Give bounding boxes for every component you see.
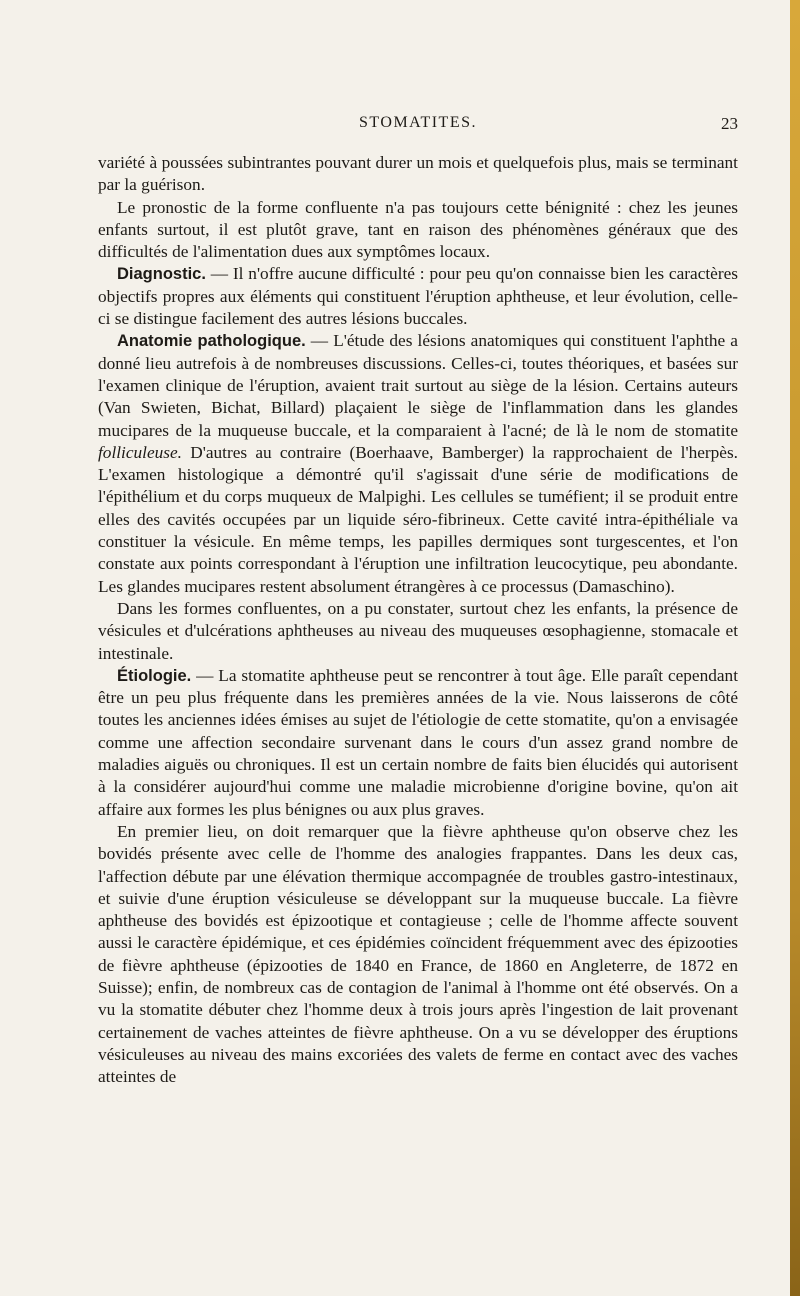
paragraph-pronostic: Le pronostic de la forme confluente n'a pas toujours cette bénignité : chez les jeunes enfants surtout, il est plutôt grave, tant en raison des phénomènes généraux que des difficultés de l'alimentation dues aux symptômes locaux. [98, 197, 738, 262]
section-heading-anatomie: Anatomie pathologique. [117, 332, 306, 351]
paragraph-text: — L'étude des lésions anatomiques qui constituent l'aphthe a donné lieu autrefois à de nombreuses discussions. Celles-ci, toutes théoriques, et basées sur l'examen clinique de l'éruption, avaient trait surtout au siège de la lésion. Certains auteurs (Van Swieten, Bichat, Billard) plaçaient le siège de l'inflammation dans les glandes mucipares de la muqueuse buccale, et la comparaient à l'acné; de là le nom de stomatite [98, 331, 738, 440]
paragraph-formes-confluentes: Dans les formes confluentes, on a pu constater, surtout chez les enfants, la présence de vésicules et d'ulcérations aphtheuses au niveau des muqueuses œsophagienne, stomacale et intestinale. [98, 598, 738, 663]
body-text [98, 152, 738, 1088]
paragraph-anatomie [98, 330, 738, 598]
page-number: 23 [721, 114, 738, 133]
paragraph-text: — La stomatite aphtheuse peut se rencontrer à tout âge. Elle paraît cependant être un peu plus fréquente dans les premières années de la vie. Nous laisserons de côté toutes les anciennes idées émises au sujet de l'étiologie de cette stomatite, qu'on a envisagée comme une affection secondaire survenant dans le cours d'un assez grand nombre de maladies aiguës ou chroniques. Il est un certain nombre de faits bien élucidés qui autorisent à la considérer aujourd'hui comme une maladie microbienne d'origine bovine, qu'on ait affaire aux formes les plus bénignes ou aux plus graves. [98, 665, 738, 819]
paragraph-text: — Il n'offre aucune difficulté : pour peu qu'on connaisse bien les caractères objectifs propres aux éléments qui constituent l'éruption aphtheuse, et leur évolution, celle-ci se distingue facilement des autres lésions buccales. [98, 264, 738, 329]
italic-term: folliculeuse. [98, 442, 182, 462]
section-heading-etiologie: Étiologie. [117, 666, 192, 685]
paragraph-text: D'autres au contraire (Boerhaave, Bamberger) la rapprochaient de l'herpès. L'examen histologique a démontré qu'il s'agissait d'une série de modifications de l'épithélium et du corps muqueux de Malpighi. Les cellules se tuméfient; il se produit entre elles des cavités occupées par un liquide séro-fibrineux. Cette cavité intra-épithéliale va constituer la vésicule. En même temps, les papilles dermiques sont turgescentes, et l'on constate aux points correspondant à l'éruption une infiltration leucocytique, peu abondante. Les glandes mucipares restent absolument étrangères à ce processus (Damaschino). [98, 442, 738, 596]
section-heading-diagnostic: Diagnostic. [117, 265, 206, 284]
running-title: STOMATITES. [359, 114, 477, 131]
paragraph-continuation: variété à poussées subintrantes pouvant durer un mois et quelquefois plus, mais se terminant par la guérison. [98, 153, 738, 195]
paragraph-premier-lieu: En premier lieu, on doit remarquer que la fièvre aphtheuse qu'on observe chez les bovidés présente avec celle de l'homme des analogies frappantes. Dans les deux cas, l'affection débute par une élévation thermique accompagnée de troubles gastro-intestinaux, et suivie d'une éruption vésiculeuse se développant sur la muqueuse buccale. La fièvre aphtheuse des bovidés est épizootique et contagieuse ; celle de l'homme affecte souvent aussi le caractère épidémique, et ces épidémies coïncident fréquemment avec des épizooties de fièvre aphtheuse (épizooties de 1840 en France, de 1860 en Angleterre, de 1872 en Suisse); enfin, de nombreux cas de contagion de l'animal à l'homme ont été observés. On a vu la stomatite débuter chez l'homme deux à trois jours après l'ingestion de lait provenant certainement de vaches atteintes de fièvre aphtheuse. On a vu se développer des éruptions vésiculeuses au niveau des mains excoriées des valets de ferme en contact avec des vaches atteintes de [98, 821, 738, 1087]
page-edge-strip [790, 0, 800, 1296]
paragraph-diagnostic [98, 263, 738, 330]
page-header [98, 114, 738, 138]
paragraph-etiologie [98, 665, 738, 821]
